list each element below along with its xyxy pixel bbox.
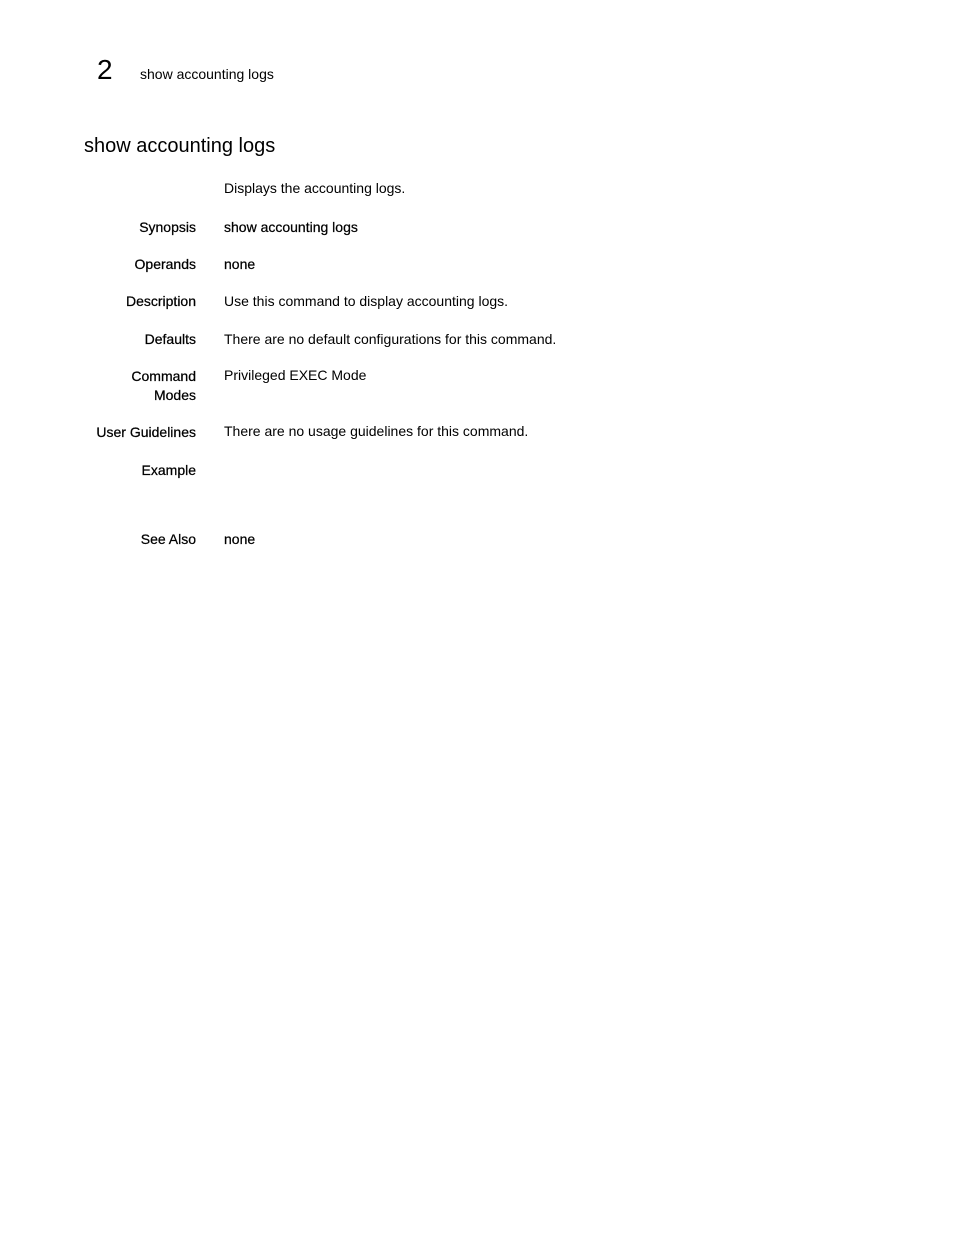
user-guidelines-label: User Guidelines — [96, 424, 196, 440]
command-modes-label-line1: Command — [131, 368, 196, 384]
see-also-label: See Also — [140, 531, 196, 547]
synopsis-value: show accounting logs — [224, 219, 358, 235]
example-label: Example — [141, 462, 196, 478]
page-title: show accounting logs — [84, 135, 276, 157]
command-modes-label-line2: Modes — [153, 387, 196, 403]
synopsis-label: Synopsis — [139, 219, 196, 235]
running-header: show accounting logs — [140, 66, 274, 82]
operands-value: none — [224, 256, 256, 272]
description-value: Use this command to display accounting logs. — [224, 293, 509, 309]
user-guidelines-value: There are no usage guidelines for this command. — [224, 423, 529, 439]
chapter-number: 2 — [97, 54, 113, 85]
command-modes-value: Privileged EXEC Mode — [224, 367, 367, 383]
operands-label: Operands — [134, 256, 196, 272]
defaults-label: Defaults — [144, 331, 196, 347]
intro-text: Displays the accounting logs. — [224, 180, 406, 196]
see-also-value: none — [224, 531, 256, 547]
defaults-value: There are no default configurations for this command. — [224, 331, 557, 347]
description-label: Description — [125, 293, 196, 309]
